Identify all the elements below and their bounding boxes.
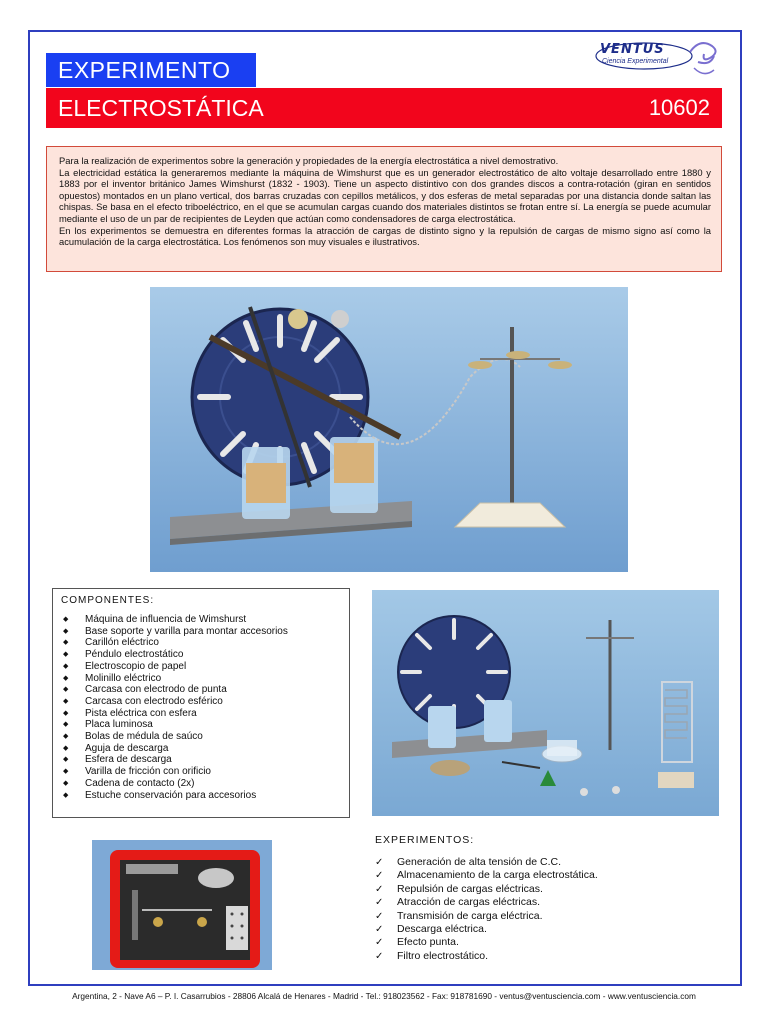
experiments-heading: EXPERIMENTOS: — [375, 834, 475, 846]
logo-brand: VENTUS — [600, 42, 665, 57]
list-item: ◆ Varilla de fricción con orificio — [61, 766, 341, 778]
list-item: ◆ Aguja de descarga — [61, 743, 341, 755]
list-item: ✓ Transmisión de carga eléctrica. — [375, 910, 715, 923]
experiments-section — [375, 834, 715, 963]
list-item: ◆ Péndulo electrostático — [61, 649, 341, 661]
list-item: ◆ Base soporte y varilla para montar accesorios — [61, 626, 341, 638]
ventus-logo — [594, 38, 722, 82]
experiments-list — [375, 856, 715, 963]
product-code: 10602 — [648, 95, 710, 120]
description-paragraph: La electricidad estática la generaremos mediante la máquina de Wimshurst que es un generador electrostático de alto voltaje desarrollado entre 1880 y 1883 por el inventor británico James Wimshurst (1832 - 1903). Tiene un aspecto distintivo con dos grandes discos a contra-rotación (giran en sentidos opuestos) montados en un plano vertical, dos barras cruzadas con cepillos metálicos, y dos esferas de metal separadas por una distancia donde saltan las chispas. Se basa en el efecto triboeléctrico, en el que se acumulan cargas cuando dos materiales distintos se frotan entre sí. La energía se puede acumular mediante el uso de un par de recipientes de Leyden que actúan como condensadores de carga electrostática. — [59, 166, 711, 224]
components-list — [61, 614, 341, 801]
list-item: ◆ Electroscopio de papel — [61, 661, 341, 673]
list-item: ◆ Placa luminosa — [61, 719, 341, 731]
description-paragraph: Para la realización de experimentos sobre la generación y propiedades de la energía electrostática a nivel demostrativo. — [59, 155, 559, 166]
list-item: ✓ Descarga eléctrica. — [375, 923, 715, 936]
description-box — [46, 146, 722, 272]
list-item: ✓ Efecto punta. — [375, 936, 715, 949]
components-heading: COMPONENTES: — [61, 595, 155, 606]
list-item: ✓ Atracción de cargas eléctricas. — [375, 896, 715, 909]
wimshurst-machine-photo — [150, 287, 628, 572]
list-item: ◆ Carillón eléctrico — [61, 637, 341, 649]
list-item: ✓ Generación de alta tensión de C.C. — [375, 856, 715, 869]
storage-case-photo — [92, 840, 272, 970]
description-paragraph: En los experimentos se demuestra en diferentes formas la atracción de cargas de distinto signo y la repulsión de cargas de mismo signo así como la acumulación de la carga electrostática. Los fenómenos son muy visuales e ilustrativos. — [59, 224, 711, 248]
list-item: ◆ Esfera de descarga — [61, 754, 341, 766]
category-banner — [46, 53, 256, 87]
category-label: EXPERIMENTO — [58, 57, 231, 83]
list-item: ◆ Máquina de influencia de Wimshurst — [61, 614, 341, 626]
list-item: ◆ Estuche conservación para accesorios — [61, 790, 341, 802]
list-item: ◆ Cadena de contacto (2x) — [61, 778, 341, 790]
list-item: ✓ Filtro electrostático. — [375, 950, 715, 963]
page-title: ELECTROSTÁTICA — [58, 95, 264, 121]
list-item: ◆ Molinillo eléctrico — [61, 673, 341, 685]
list-item: ✓ Almacenamiento de la carga electrostática. — [375, 869, 715, 882]
footer-contact: Argentina, 2 - Nave A6 – P. I. Casarrubios - 28806 Alcalá de Henares - Madrid - Tel.: 918023562 - Fax: 918781690 - ventus@ventusciencia.com - www.ventusciencia.com — [72, 991, 696, 1001]
accessories-photo — [372, 590, 719, 816]
list-item: ✓ Repulsión de cargas eléctricas. — [375, 883, 715, 896]
list-item: ◆ Carcasa con electrodo esférico — [61, 696, 341, 708]
list-item: ◆ Carcasa con electrodo de punta — [61, 684, 341, 696]
components-box — [52, 588, 350, 818]
title-banner — [46, 88, 722, 128]
list-item: ◆ Bolas de médula de saúco — [61, 731, 341, 743]
list-item: ◆ Pista eléctrica con esfera — [61, 708, 341, 720]
logo-tagline: Ciencia Experimental — [602, 58, 669, 65]
